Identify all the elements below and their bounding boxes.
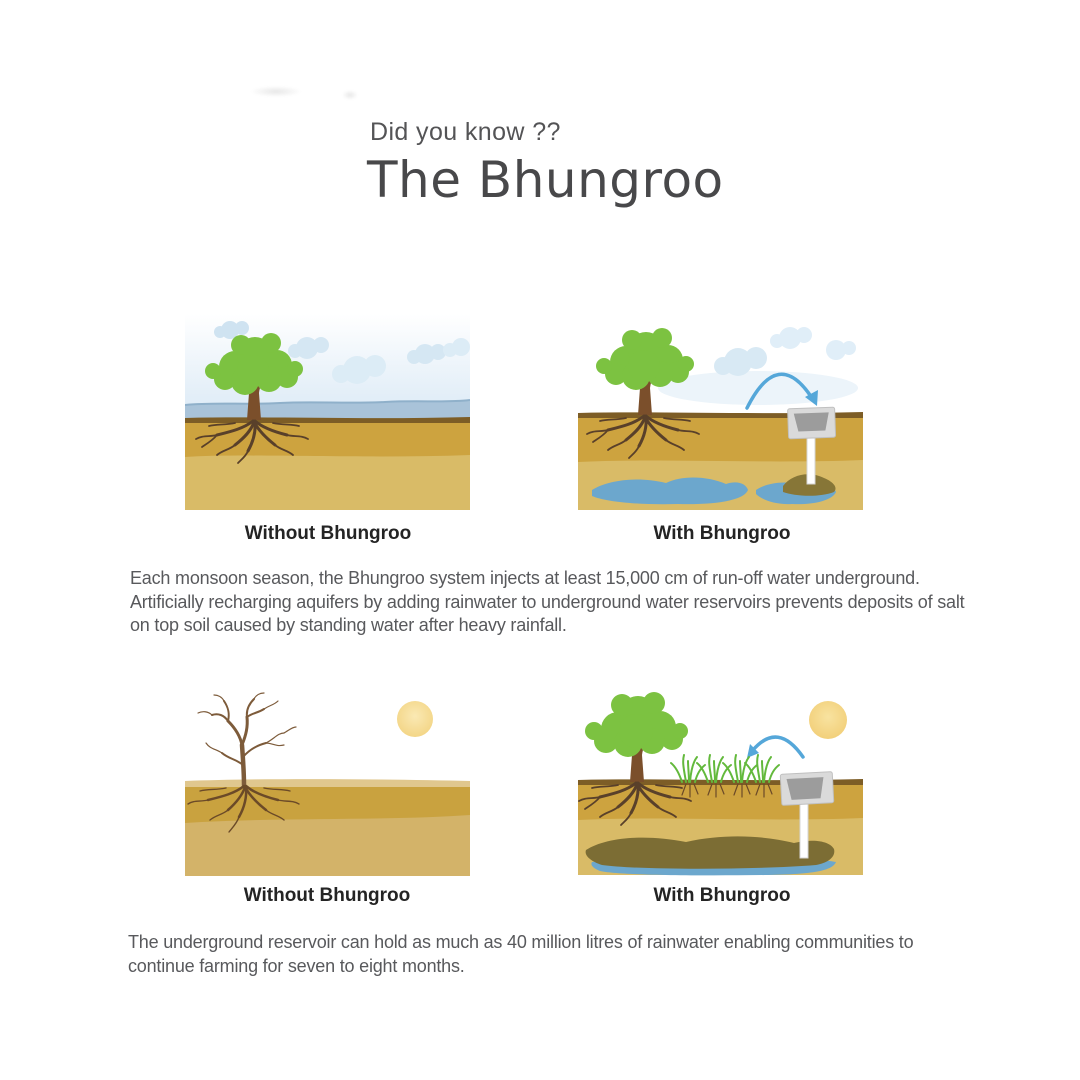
illustration-monsoon-without (185, 314, 470, 512)
sun-icon (809, 701, 847, 739)
kicker-text: Did you know ?? (370, 118, 561, 146)
illustration-dry-with (578, 678, 863, 878)
panel-caption: Without Bhungroo (243, 885, 411, 906)
cloud-icon (770, 327, 812, 349)
bhungroo-filter-icon (788, 407, 836, 439)
smudge-mark (342, 90, 358, 100)
bhungroo-pipe (800, 804, 808, 858)
panel-caption: With Bhungroo (653, 523, 791, 544)
smudge-mark (250, 86, 302, 97)
paragraph-reservoir: The underground reservoir can hold as much as 40 million litres of rainwater enabling communities to continue farming for seven to eight months. (128, 932, 914, 976)
tree-canopy (585, 692, 688, 757)
cloud-icon (826, 340, 856, 360)
soil-lower (185, 455, 470, 510)
panel-caption: Without Bhungroo (244, 523, 412, 544)
water-flow-arrow-icon (747, 737, 803, 758)
illustration-dry-without (185, 686, 470, 878)
sun-icon (397, 701, 433, 737)
dead-tree-icon (198, 693, 296, 785)
tree-canopy (596, 328, 694, 390)
paragraph-monsoon: Each monsoon season, the Bhungroo system injects at least 15,000 cm of run-off water underground. Artificially recharging aquifers by adding rainwater to underground water reservoirs prevents deposits of salt on top soil caused by standing water after heavy rainfall. (130, 568, 965, 635)
illustration-monsoon-with (578, 314, 863, 512)
soil-surface-lip (185, 779, 470, 787)
bhungroo-pipe (807, 438, 815, 484)
panel-caption: With Bhungroo (653, 885, 791, 906)
page-title: The Bhungroo (367, 151, 724, 209)
grass-icon (671, 755, 779, 782)
bhungroo-filter-icon (780, 772, 834, 806)
